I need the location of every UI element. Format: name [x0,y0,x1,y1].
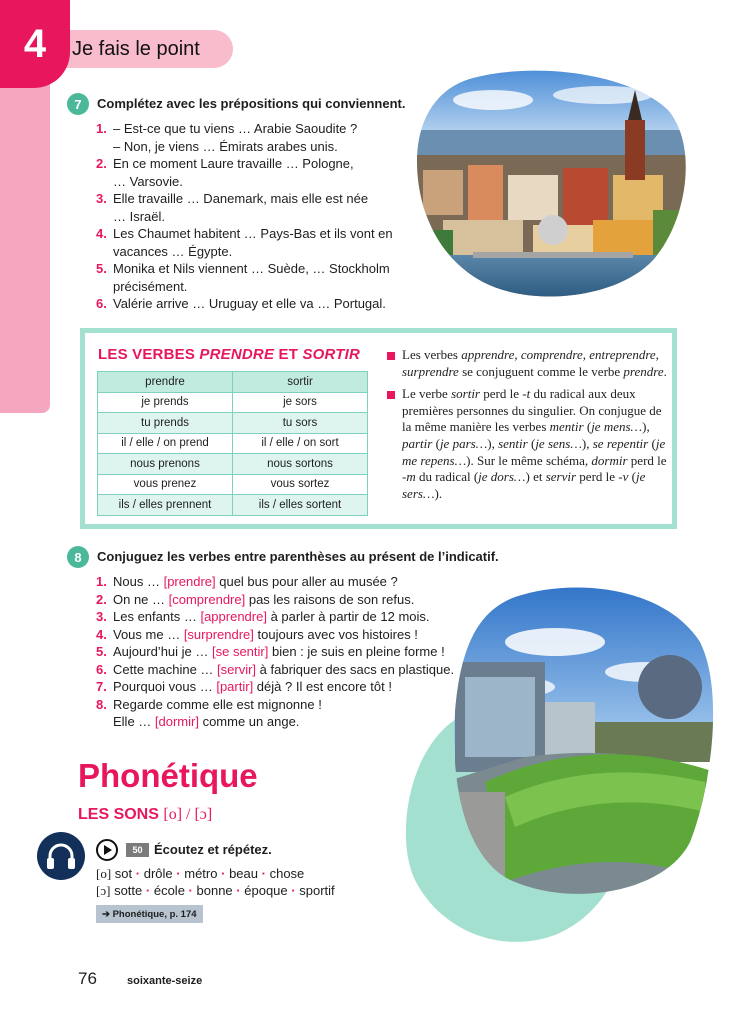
exercise-7-item-line [96,138,416,156]
table-row [98,413,368,434]
phonetique-title: Phonétique [78,757,258,794]
item-number [96,138,113,156]
item-number: 5. [96,261,107,276]
sound-word: sportif [299,883,335,898]
exercise-8-item [96,608,476,626]
listen-instruction: Écoutez et répétez. [154,842,272,857]
grammar-notes [387,347,672,508]
sound-line-open-o [96,883,335,899]
exercise-8-item [96,573,476,591]
table-cell: vous prenez [98,474,233,495]
item-text [113,661,454,679]
item-number [96,208,113,226]
item-text-part: quel bus pour aller au musée ? [215,574,398,589]
verb-in-brackets: [partir] [216,679,254,694]
exercise-7-item-line [96,155,416,173]
item-text-part: Aujourd’hui je … [113,644,212,659]
item-text: – Est-ce que tu viens … Arabie Saoudite ? [113,121,358,136]
exercise-7-item-line [96,120,416,138]
item-text: précisément. [113,278,188,294]
item-number: 6. [96,296,107,311]
exercise-7-item-line [96,190,416,208]
exercise-7-item-line [96,208,416,226]
table-row [98,454,368,475]
verb-in-brackets: [apprendre] [200,609,267,624]
table-row [98,433,368,454]
word-separator: · [261,866,266,881]
item-number [96,713,113,731]
exercise-7-title: Complétez avec les prépositions qui conviennent. [97,96,406,111]
item-number: 8. [96,696,107,712]
grammar-box [80,328,677,529]
sound-word: école [153,883,185,898]
item-text: – Non, je viens … Émirats arabes unis. [113,138,338,154]
item-number: 2. [96,156,107,171]
sound-word: bonne [196,883,233,898]
word-separator: · [236,883,241,898]
item-text [113,626,418,644]
item-text: Valérie arrive … Uruguay et elle va … Portugal. [113,296,386,311]
chapter-number: 4 [23,21,47,66]
item-text-part: déjà ? Il est encore tôt ! [253,679,392,694]
headphones-icon[interactable] [37,832,85,880]
exercise-8-item [96,661,476,679]
exercise-7-item-line [96,260,416,278]
word-separator: · [188,883,193,898]
item-number [96,278,113,296]
sound-word: sotte [114,883,143,898]
conjugation-table [97,371,368,516]
table-cell: tu sors [233,413,368,434]
item-text-part: On ne … [113,591,169,607]
verb-in-brackets: [surprendre] [183,626,254,642]
item-number: 3. [96,191,107,206]
exercise-7-item-line [96,225,416,243]
table-cell: nous prenons [98,454,233,475]
word-separator: · [221,866,226,881]
item-text [113,678,392,696]
item-text-part: Nous … [113,574,164,589]
item-number: 4. [96,226,107,241]
exercise-8-item [96,591,476,609]
item-text [113,591,414,609]
item-number: 1. [96,121,107,136]
item-number: 1. [96,574,107,589]
item-text: vacances … Égypte. [113,243,233,259]
sound-word: époque [244,883,288,898]
table-cell: ils / elles sortent [233,495,368,516]
verb-in-brackets: [servir] [217,661,257,677]
table-header: sortir [233,372,368,393]
item-number [96,243,113,261]
exercise-7-item-line [96,173,416,191]
page-number-words: soixante-seize [127,975,203,987]
item-number: 6. [96,661,107,677]
track-number: 50 [126,843,149,857]
sound-word: beau [229,866,258,881]
table-cell: je prends [98,392,233,413]
item-text-part: Les enfants … [113,609,201,624]
grammar-note-1: Les verbes apprendre, comprendre, entreprendre, surprendre se conjuguent comme le verbe prendre. [387,347,672,380]
item-text [113,573,398,591]
item-number [96,173,113,191]
table-cell: ils / elles prennent [98,495,233,516]
sound-word: métro [184,866,218,881]
exercise-8-item [96,626,476,644]
exercise-7-item-line [96,278,416,296]
word-separator: · [135,866,141,881]
item-text [113,643,445,661]
exercise-7-item-line [96,243,416,261]
sons-title: LES SONS [o] / [ɔ] [78,806,213,823]
item-text [113,696,322,714]
item-number: 2. [96,591,107,607]
item-number: 5. [96,644,107,659]
item-text: Les Chaumet habitent … Pays-Bas et ils vont en [113,226,393,241]
sound-word: sot [114,866,133,881]
table-header: prendre [98,372,233,393]
header-title-text: Je fais le point [72,37,200,60]
item-text-part: à fabriquer des sacs en plastique. [256,661,455,677]
header-title [56,30,233,68]
grammar-note-2: Le verbe sortir perd le -t du radical aux deux premières personnes du singulier. On conjugue de la même manière les verbes mentir (je mens…), partir (je pars…), sentir (je sens…), se repentir (je me repens…). Sur le même schéma, dormir perd le -m du radical (je dors…) et servir perd le -v (je sers…). [387,386,672,502]
word-separator: · [145,883,151,898]
table-cell: tu prends [98,413,233,434]
exercise-8-item [96,643,476,661]
item-number: 7. [96,679,107,694]
item-text-part: Pourquoi vous … [113,679,217,694]
item-number: 4. [96,626,107,642]
phonetique-reference-link[interactable]: ➔ Phonétique, p. 174 [96,905,203,923]
item-text: … Varsovie. [113,173,183,189]
verb-in-brackets: [prendre] [163,574,216,589]
verb-in-brackets: [comprendre] [168,591,246,607]
item-text-part: à parler à partir de 12 mois. [266,609,430,624]
table-cell: vous sortez [233,474,368,495]
item-text-part: Vous me … [113,626,184,642]
play-icon[interactable] [96,839,118,861]
item-text-part: pas les raisons de son refus. [245,591,415,607]
sound-line-o [96,866,304,882]
page-number: 76 [78,969,97,988]
exercise-8-number: 8 [67,546,89,568]
item-number: 3. [96,609,107,624]
stockholm-photo [413,70,690,300]
item-text-part: bien : je suis en pleine forme ! [268,644,445,659]
exercise-7-list [96,120,416,313]
bullet-square-icon [387,391,395,399]
exercise-7-number: 7 [67,93,89,115]
table-row [98,392,368,413]
item-text: … Israël. [113,208,166,224]
table-cell: je sors [233,392,368,413]
phonetic-symbol: [ɔ] [96,883,111,898]
word-separator: · [176,866,181,881]
word-separator: · [291,883,296,898]
table-row [98,474,368,495]
item-text: Monika et Nils viennent … Suède, … Stockholm [113,261,390,276]
phonetic-symbol: [o] [96,866,112,881]
sound-word: drôle [143,866,173,881]
item-text: Elle travaille … Danemark, mais elle est née [113,191,369,206]
table-cell: il / elle / on prend [98,433,233,454]
item-text [113,713,299,731]
modern-building-photo [445,582,715,902]
verb-in-brackets: [dormir] [154,714,199,729]
item-text [113,608,430,626]
bullet-square-icon [387,352,395,360]
verb-in-brackets: [se sentir] [212,644,269,659]
item-text-part: toujours avec vos histoires ! [253,626,418,642]
item-text: En ce moment Laure travaille … Pologne, [113,156,354,171]
sound-word: chose [269,866,305,881]
chapter-badge [0,0,70,88]
item-text-part: Regarde comme elle est mignonne ! [113,696,322,712]
exercise-8-title: Conjuguez les verbes entre parenthèses au présent de l’indicatif. [97,549,499,564]
item-text-part: Elle … [113,714,155,729]
table-cell: il / elle / on sort [233,433,368,454]
grammar-title: LES VERBES PRENDRE ET SORTIR [98,346,361,363]
item-text-part: Cette machine … [113,661,218,677]
table-cell: nous sortons [233,454,368,475]
item-text-part: comme un ange. [198,714,300,729]
table-row [98,495,368,516]
exercise-7-item-line [96,295,416,313]
